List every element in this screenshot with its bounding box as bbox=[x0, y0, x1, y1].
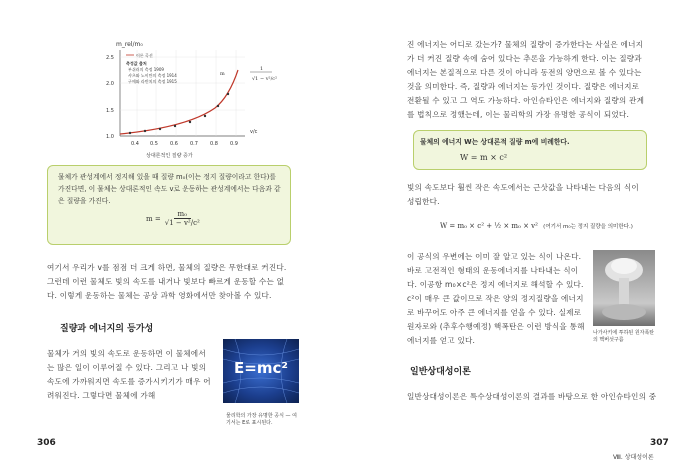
formula-lhs: m = bbox=[146, 214, 161, 223]
energy-formula: W = m × c² bbox=[460, 153, 508, 162]
legend-title: 측정값 출처 bbox=[126, 61, 147, 66]
data-point bbox=[189, 121, 191, 123]
data-point bbox=[174, 125, 176, 127]
data-point bbox=[144, 130, 146, 132]
mushroom-cloud-caption: 나가사키에 투하된 원자폭탄의 핵버섯구름 bbox=[593, 330, 655, 343]
left-paragraph-2: 물체가 거의 빛의 속도로 운동하면 이 물체에서는 많은 일이 이루어질 수 있다. 그리고 나 빛의 속도에 가까워지면 속도를 증가시키기가 매우 어려워진다. 그렇다면 물체에 가해 bbox=[47, 349, 211, 400]
mass-velocity-chart bbox=[100, 30, 280, 160]
svg-text:√1 − v²/c²: √1 − v²/c² bbox=[252, 76, 278, 82]
legend-item: 부쉬러의 측정 1909 bbox=[128, 67, 164, 72]
x-tick: 0.6 bbox=[170, 141, 178, 147]
approx-formula-note: (여기서 m₀는 정지 질량을 의미한다.) bbox=[543, 224, 633, 230]
x-tick: 0.5 bbox=[150, 141, 158, 147]
left-page bbox=[0, 0, 350, 456]
right-paragraph-4: 일반상대성이론은 특수상대성이론의 결과를 바탕으로 한 아인슈타인의 중 bbox=[407, 392, 657, 401]
legend-item: 샤츠와 노이만의 측정 1914 bbox=[128, 73, 177, 78]
page-number-left: 306 bbox=[37, 438, 56, 448]
data-point bbox=[159, 128, 161, 130]
section-label: Ⅷ. 상대성이론 bbox=[613, 454, 654, 461]
definition-box bbox=[47, 165, 291, 245]
definition-box-text: 물체가 관성계에서 정지해 있을 때 질량 m₀(이는 정지 질량이라고 한다)를 가진다면, 이 물체는 상대론적인 속도 v로 운동하는 관성계에서는 다음과 같은 질량을 가진다. bbox=[58, 173, 281, 205]
chart-formula: m bbox=[220, 71, 225, 77]
x-tick: 0.7 bbox=[190, 141, 198, 147]
mushroom-cloud-image bbox=[593, 250, 655, 326]
emc2-caption: 물리학의 가장 유명한 공식 — 여기서는 E로 표시된다. bbox=[226, 413, 297, 426]
formula-denominator: √1 − v²/c² bbox=[164, 219, 200, 227]
section-heading-general-relativity: 일반상대성이론 bbox=[410, 367, 471, 377]
y-tick: 2.0 bbox=[106, 81, 114, 87]
y-tick: 2.5 bbox=[106, 55, 114, 61]
x-tick: 0.4 bbox=[131, 141, 139, 147]
data-point bbox=[204, 115, 206, 117]
data-point bbox=[217, 105, 219, 107]
svg-text:1: 1 bbox=[260, 66, 264, 72]
legend-item: 구예와 라반치의 측정 1915 bbox=[128, 79, 177, 84]
section-heading-mass-energy: 질량과 에너지의 등가성 bbox=[60, 324, 154, 334]
energy-box bbox=[413, 130, 647, 170]
y-tick: 1.0 bbox=[106, 134, 114, 140]
data-point bbox=[227, 93, 229, 95]
approx-formula-expr: W = m₀ × c² + ½ × m₀ × v² bbox=[440, 222, 538, 230]
approx-formula bbox=[440, 222, 633, 230]
legend-line: 이론 곡선 bbox=[136, 53, 153, 58]
energy-box-text: 물체의 에너지 W는 상대론적 질량 m에 비례한다. bbox=[420, 138, 570, 146]
left-paragraph-1: 여기서 우리가 v를 점점 더 크게 하면, 물체의 질량은 무한대로 커진다. 그런데 이런 물체도 빛의 속도를 내거나 빛보다 빠르게 운동할 수는 없다. 이렇게 운동하는 물체는 공상 과학 영화에서만 찾아볼 수 있다. bbox=[47, 263, 287, 300]
chart-caption: 상대론적인 질량 증가 bbox=[146, 153, 193, 159]
chart-y-axis-label: m_rel/m₀ bbox=[116, 41, 143, 48]
page-number-right: 307 bbox=[650, 438, 669, 448]
relativistic-mass-formula bbox=[146, 210, 200, 227]
x-axis-label: v/c bbox=[250, 129, 258, 135]
right-paragraph-2: 빛의 속도보다 훨씬 작은 속도에서는 근삿값을 나타내는 다음의 식이 성립한다. bbox=[407, 183, 639, 206]
right-page bbox=[350, 0, 700, 461]
data-point bbox=[129, 132, 131, 134]
x-tick: 0.8 bbox=[210, 141, 218, 147]
y-tick: 1.5 bbox=[106, 108, 114, 114]
emc2-image bbox=[223, 339, 299, 403]
x-tick: 0.9 bbox=[230, 141, 238, 147]
formula-numerator: m₀ bbox=[174, 210, 191, 219]
right-paragraph-1: 진 에너지는 어디로 갔는가? 물체의 질량이 증가한다는 사실은 에너지가 더 커진 질량 속에 숨어 있다는 추론을 가능하게 한다. 이는 질량과 에너지는 본질적으로 다른 것이 아니라 동전의 양면으로 볼 수 있다는 것을 의미한다. 즉, 질량과 에너지는 등가인 것이다. 질량은 에너지로 전환될 수 있고 그 역도 가능하다. 아인슈타인은 에너지와 질량의 관계를 법칙으로 정했는데, 이는 물리학의 가장 유명한 공식이 되었다. bbox=[407, 40, 645, 119]
emc2-text: E=mc² bbox=[234, 359, 288, 377]
right-paragraph-3: 이 공식의 우변에는 이미 잘 알고 있는 식이 나온다. 바로 고전적인 형태의 운동에너지를 나타내는 식이다. 이공항 m₀×c²은 정지 에너지로 해석할 수 있다. c²이 매우 큰 값이므로 작은 양의 정지질량을 에너지로 바꾸어도 아주 큰 에너지를 얻을 수 있다. 실제로 원자로와 (추후수행예정) 핵폭탄은 이런 방식을 통해 에너지를 얻고 있다. bbox=[407, 252, 585, 345]
